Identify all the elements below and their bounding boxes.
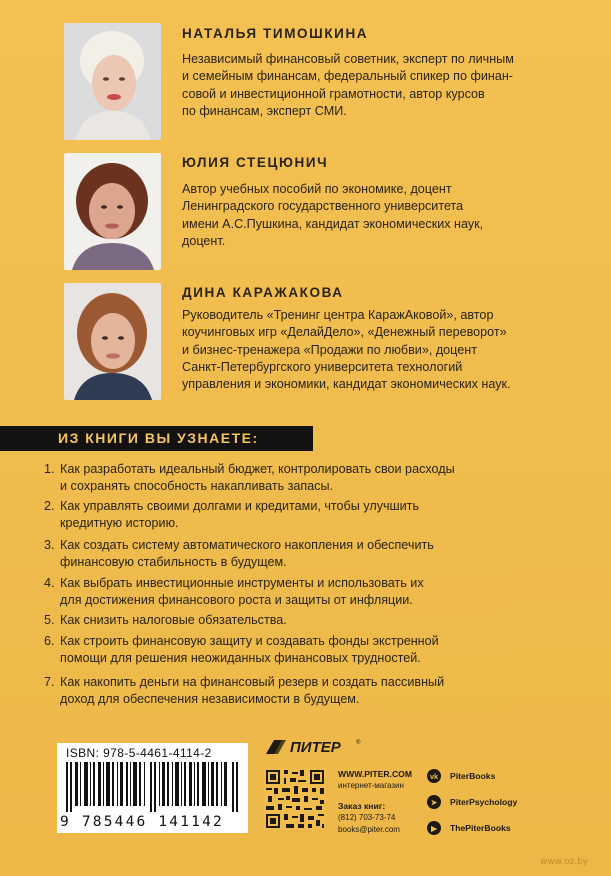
vk-icon: vk xyxy=(427,769,441,783)
order-label: Заказ книг: xyxy=(338,801,386,811)
author-name: ЮЛИЯ СТЕЦЮНИЧ xyxy=(182,155,329,170)
author-bio xyxy=(182,51,572,120)
bio-line: Руководитель «Тренинг центра КаражАковой», автор xyxy=(182,308,494,322)
author-photo-stetsyunich xyxy=(64,153,161,270)
piter-logo-text: ПИТЕР xyxy=(290,739,341,756)
bio-line: доцент. xyxy=(182,233,226,248)
bio-line: управления и экономики, кандидат экономических наук. xyxy=(182,377,511,392)
author-photo-timoshkina xyxy=(64,23,161,140)
isbn-number: ISBN: 978-5-4461-4114-2 xyxy=(66,746,212,760)
author-bio xyxy=(182,307,572,393)
qr-code xyxy=(264,768,326,835)
bio-line: Ленинградского государственного университета xyxy=(182,199,464,214)
social-video[interactable] xyxy=(427,820,511,836)
barcode-digits: 9 785446 141142 xyxy=(60,814,224,830)
list-item: 4. Как выбрать инвестиционные инструменты и использовать их для достижения финансового роста и защиты от инфляции. xyxy=(44,576,424,608)
social-label: PiterBooks xyxy=(450,771,496,781)
author-photo-karazhakova xyxy=(64,283,161,400)
bio-line: по финансам, эксперт СМИ. xyxy=(182,103,347,118)
piter-logo xyxy=(264,738,374,761)
section-banner xyxy=(0,426,313,451)
list-item: 3. Как создать систему автоматического накопления и обеспечить финансовую стабильность в будущем. xyxy=(44,538,434,570)
list-item: 7. Как накопить деньги на финансовый резерв и создать пассивный доход для обеспечения независимости в будущем. xyxy=(44,675,445,707)
bio-line: Автор учебных пособий по экономике, доцент xyxy=(182,182,452,196)
social-label: PiterPsychology xyxy=(450,797,518,807)
bio-line: Независимый финансовый советник, эксперт по личным xyxy=(182,52,514,66)
author-name: ДИНА КАРАЖАКОВА xyxy=(182,285,344,300)
bio-line: совой и инвестиционной грамотности, автор курсов xyxy=(182,86,485,101)
social-telegram[interactable] xyxy=(427,794,517,810)
watermark: www.oz.by xyxy=(540,857,589,867)
play-icon: ▶ xyxy=(427,821,441,835)
website-url[interactable]: WWW.PITER.COM xyxy=(338,769,412,779)
social-vk[interactable] xyxy=(427,768,495,784)
list-item: 2. Как управлять своими долгами и кредитами, чтобы улучшить кредитную историю. xyxy=(44,499,420,531)
bio-line: и семейным финансам, федеральный спикер по финан- xyxy=(182,69,513,84)
barcode-icon xyxy=(66,762,242,812)
order-email[interactable]: books@piter.com xyxy=(338,825,400,834)
author-name: НАТАЛЬЯ ТИМОШКИНА xyxy=(182,26,369,41)
list-item: 1. Как разработать идеальный бюджет, контролировать свои расходы и сохранять способность накапливать запасы. xyxy=(44,462,455,494)
svg-text:®: ® xyxy=(356,740,361,746)
bio-line: имени А.С.Пушкина, кандидат экономических наук, xyxy=(182,216,484,231)
bio-line: Санкт-Петербургского университета технологий xyxy=(182,359,463,374)
website-caption: интернет-магазин xyxy=(338,781,404,790)
list-item: 6. Как строить финансовую защиту и создавать фонды экстренной помощи для решения неожиданных финансовых трудностей. xyxy=(44,634,439,666)
bio-line: коучинговых игр «ДелайДело», «Денежный переворот» xyxy=(182,325,507,340)
order-phone: (812) 703-73-74 xyxy=(338,813,396,822)
list-item: 5. Как снизить налоговые обязательства. xyxy=(44,613,287,627)
banner-title: ИЗ КНИГИ ВЫ УЗНАЕТЕ: xyxy=(58,430,259,446)
bio-line: и бизнес-тренажера «Продажи по любви», доцент xyxy=(182,342,477,357)
social-label: ThePiterBooks xyxy=(450,823,511,833)
author-bio xyxy=(182,181,572,250)
telegram-icon: ➤ xyxy=(427,795,441,809)
